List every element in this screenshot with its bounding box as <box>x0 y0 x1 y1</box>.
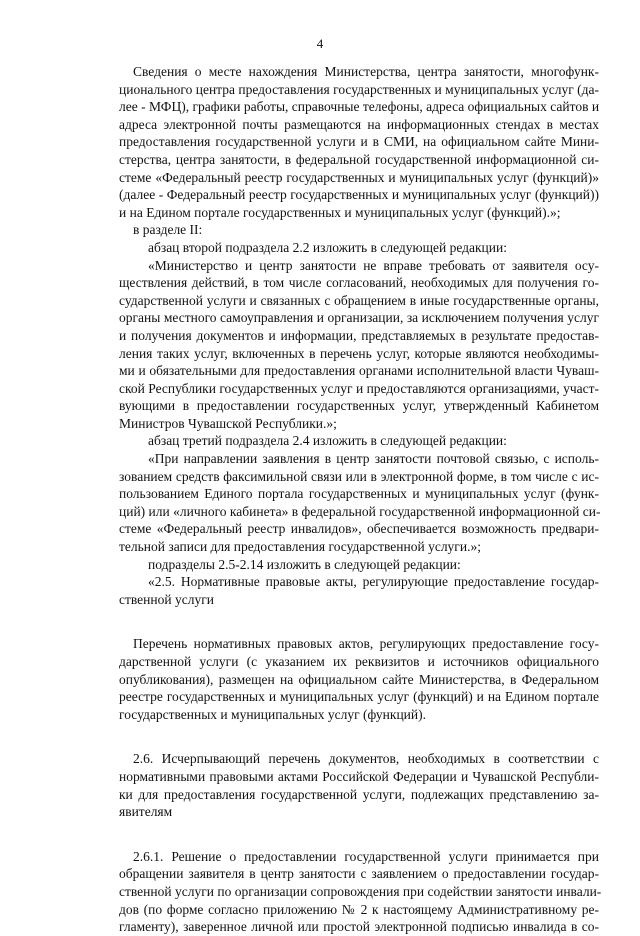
text-line: стеме «Федеральный реестр инвалидов», обеспечивается возможность предвари- <box>119 521 599 537</box>
page-number: 4 <box>316 36 324 51</box>
paragraph-2-6-1 <box>119 848 602 936</box>
text-line: «Министерство и центр занятости не вправе требовать от заявителя осу- <box>148 257 599 273</box>
text-line: реестре государственных и муниципальных услуг (функций) и на Едином портале <box>119 689 599 705</box>
paragraph-legal-acts-list <box>119 635 599 723</box>
text-line: гламенту), заверенное личной или простой электронной подписью инвалида в со- <box>119 919 599 935</box>
text-line: 2.6. Исчерпывающий перечень документов, необходимых в соответствии с <box>133 751 599 767</box>
text-line: зованием средств факсимильной связи или в электронной форме, в том числе с ис- <box>119 468 599 484</box>
text-line: стеме «Федеральный реестр государственных и муниципальных услуг (функций)» <box>119 169 599 185</box>
text-line: ществления действий, в том числе согласований, необходимых для получения го- <box>119 275 599 291</box>
heading-2-6 <box>119 750 599 820</box>
document-body <box>119 63 602 936</box>
text-line: государственных и муниципальных услуг (функций). <box>119 706 426 722</box>
paragraph-postal-submission <box>119 450 599 556</box>
paragraph-amend-2-4 <box>119 432 599 450</box>
text-line: тельной записи для предоставления государственной услуги.»; <box>119 539 481 555</box>
text-line: вующими в предоставлении государственных услуг, утвержденный Кабинетом <box>119 398 599 414</box>
text-line: стерства, центра занятости, в федеральной государственной информационной си- <box>119 151 599 167</box>
text-line: опубликования), размещен на официальном сайте Министерства, в Федеральном <box>119 671 599 687</box>
text-line: предоставления государственной услуги и в СМИ, на официальном сайте Мини- <box>119 134 599 150</box>
text-line: Министров Чувашской Республики.»; <box>119 415 337 431</box>
paragraph-section-ii <box>119 221 599 239</box>
text-line: обращении заявителя в центр занятости с заявлением о предоставлении государ- <box>119 866 599 882</box>
text-line: дов (по форме согласно приложению № 2 к настоящему Административному ре- <box>119 901 599 917</box>
text-line: ской Республики государственных услуг и предоставляются организациями, участ- <box>119 380 599 396</box>
text-line: и получения документов и информации, представляемых в результате предостав- <box>119 327 599 343</box>
text-line: абзац второй подраздела 2.2 изложить в следующей редакции: <box>148 239 507 255</box>
text-line: ки для предоставления государственной услуги, подлежащих представлению за- <box>119 786 599 802</box>
text-line: ций) или «личного кабинета» в федеральной государственной информационной си- <box>119 503 601 519</box>
text-line: ственной услуги <box>119 591 214 607</box>
text-line: «При направлении заявления в центр занятости почтовой связью, с исполь- <box>148 451 599 467</box>
text-line: (далее - Федеральный реестр государственных и муниципальных услуг (функций)) <box>119 187 599 203</box>
text-line: органы местного самоуправления и организации, за исключением получения услуг <box>119 310 599 326</box>
text-line: подразделы 2.5-2.14 изложить в следующей редакции: <box>148 556 461 572</box>
text-line: и на Едином портале государственных и муниципальных услуг (функций).»; <box>119 204 561 220</box>
text-line: лее - МФЦ), графики работы, справочные телефоны, адреса официальных сайтов и <box>119 99 600 115</box>
text-line: «2.5. Нормативные правовые акты, регулирующие предоставление государ- <box>148 574 599 590</box>
text-line: ционального центра предоставления государственных и муниципальных услуг (да- <box>119 81 599 97</box>
text-line: ления таких услуг, включенных в перечень услуг, которые являются необходимы- <box>119 345 599 361</box>
spacer <box>119 821 599 848</box>
paragraph-subsections-2-5-2-14 <box>119 556 599 574</box>
text-line: Перечень нормативных правовых актов, регулирующих предоставление госу- <box>133 636 599 652</box>
text-line: Сведения о месте нахождения Министерства, центра занятости, многофунк- <box>133 64 599 79</box>
spacer <box>119 723 599 750</box>
text-line: в разделе II: <box>133 222 203 238</box>
text-line: явителям <box>119 804 173 820</box>
paragraph-ministry-requirements <box>119 257 599 433</box>
text-line: абзац третий подраздела 2.4 изложить в следующей редакции: <box>148 433 507 449</box>
text-line: сударственной услуги и связанных с обращением в иные государственные органы, <box>119 292 599 308</box>
heading-2-5 <box>119 573 599 608</box>
spacer <box>119 608 599 635</box>
text-line: адреса электронной почты размещаются на информационных стендах в местах <box>119 116 599 132</box>
paragraph-amend-2-2 <box>119 239 599 257</box>
text-line: 2.6.1. Решение о предоставлении государственной услуги принимается при <box>133 848 599 864</box>
paragraph-contacts-info <box>119 63 599 221</box>
text-line: ственной услуги по организации сопровождения при содействии занятости инвали- <box>119 883 602 899</box>
text-line: пользованием Единого портала государственных и муниципальных услуг (функ- <box>119 486 599 502</box>
text-line: дарственной услуги (с указанием их реквизитов и источников официального <box>119 654 599 669</box>
text-line: нормативными правовыми актами Российской Федерации и Чувашской Республи- <box>119 768 599 784</box>
text-line: ми и обязательными для предоставления органами исполнительной власти Чуваш- <box>119 363 599 379</box>
